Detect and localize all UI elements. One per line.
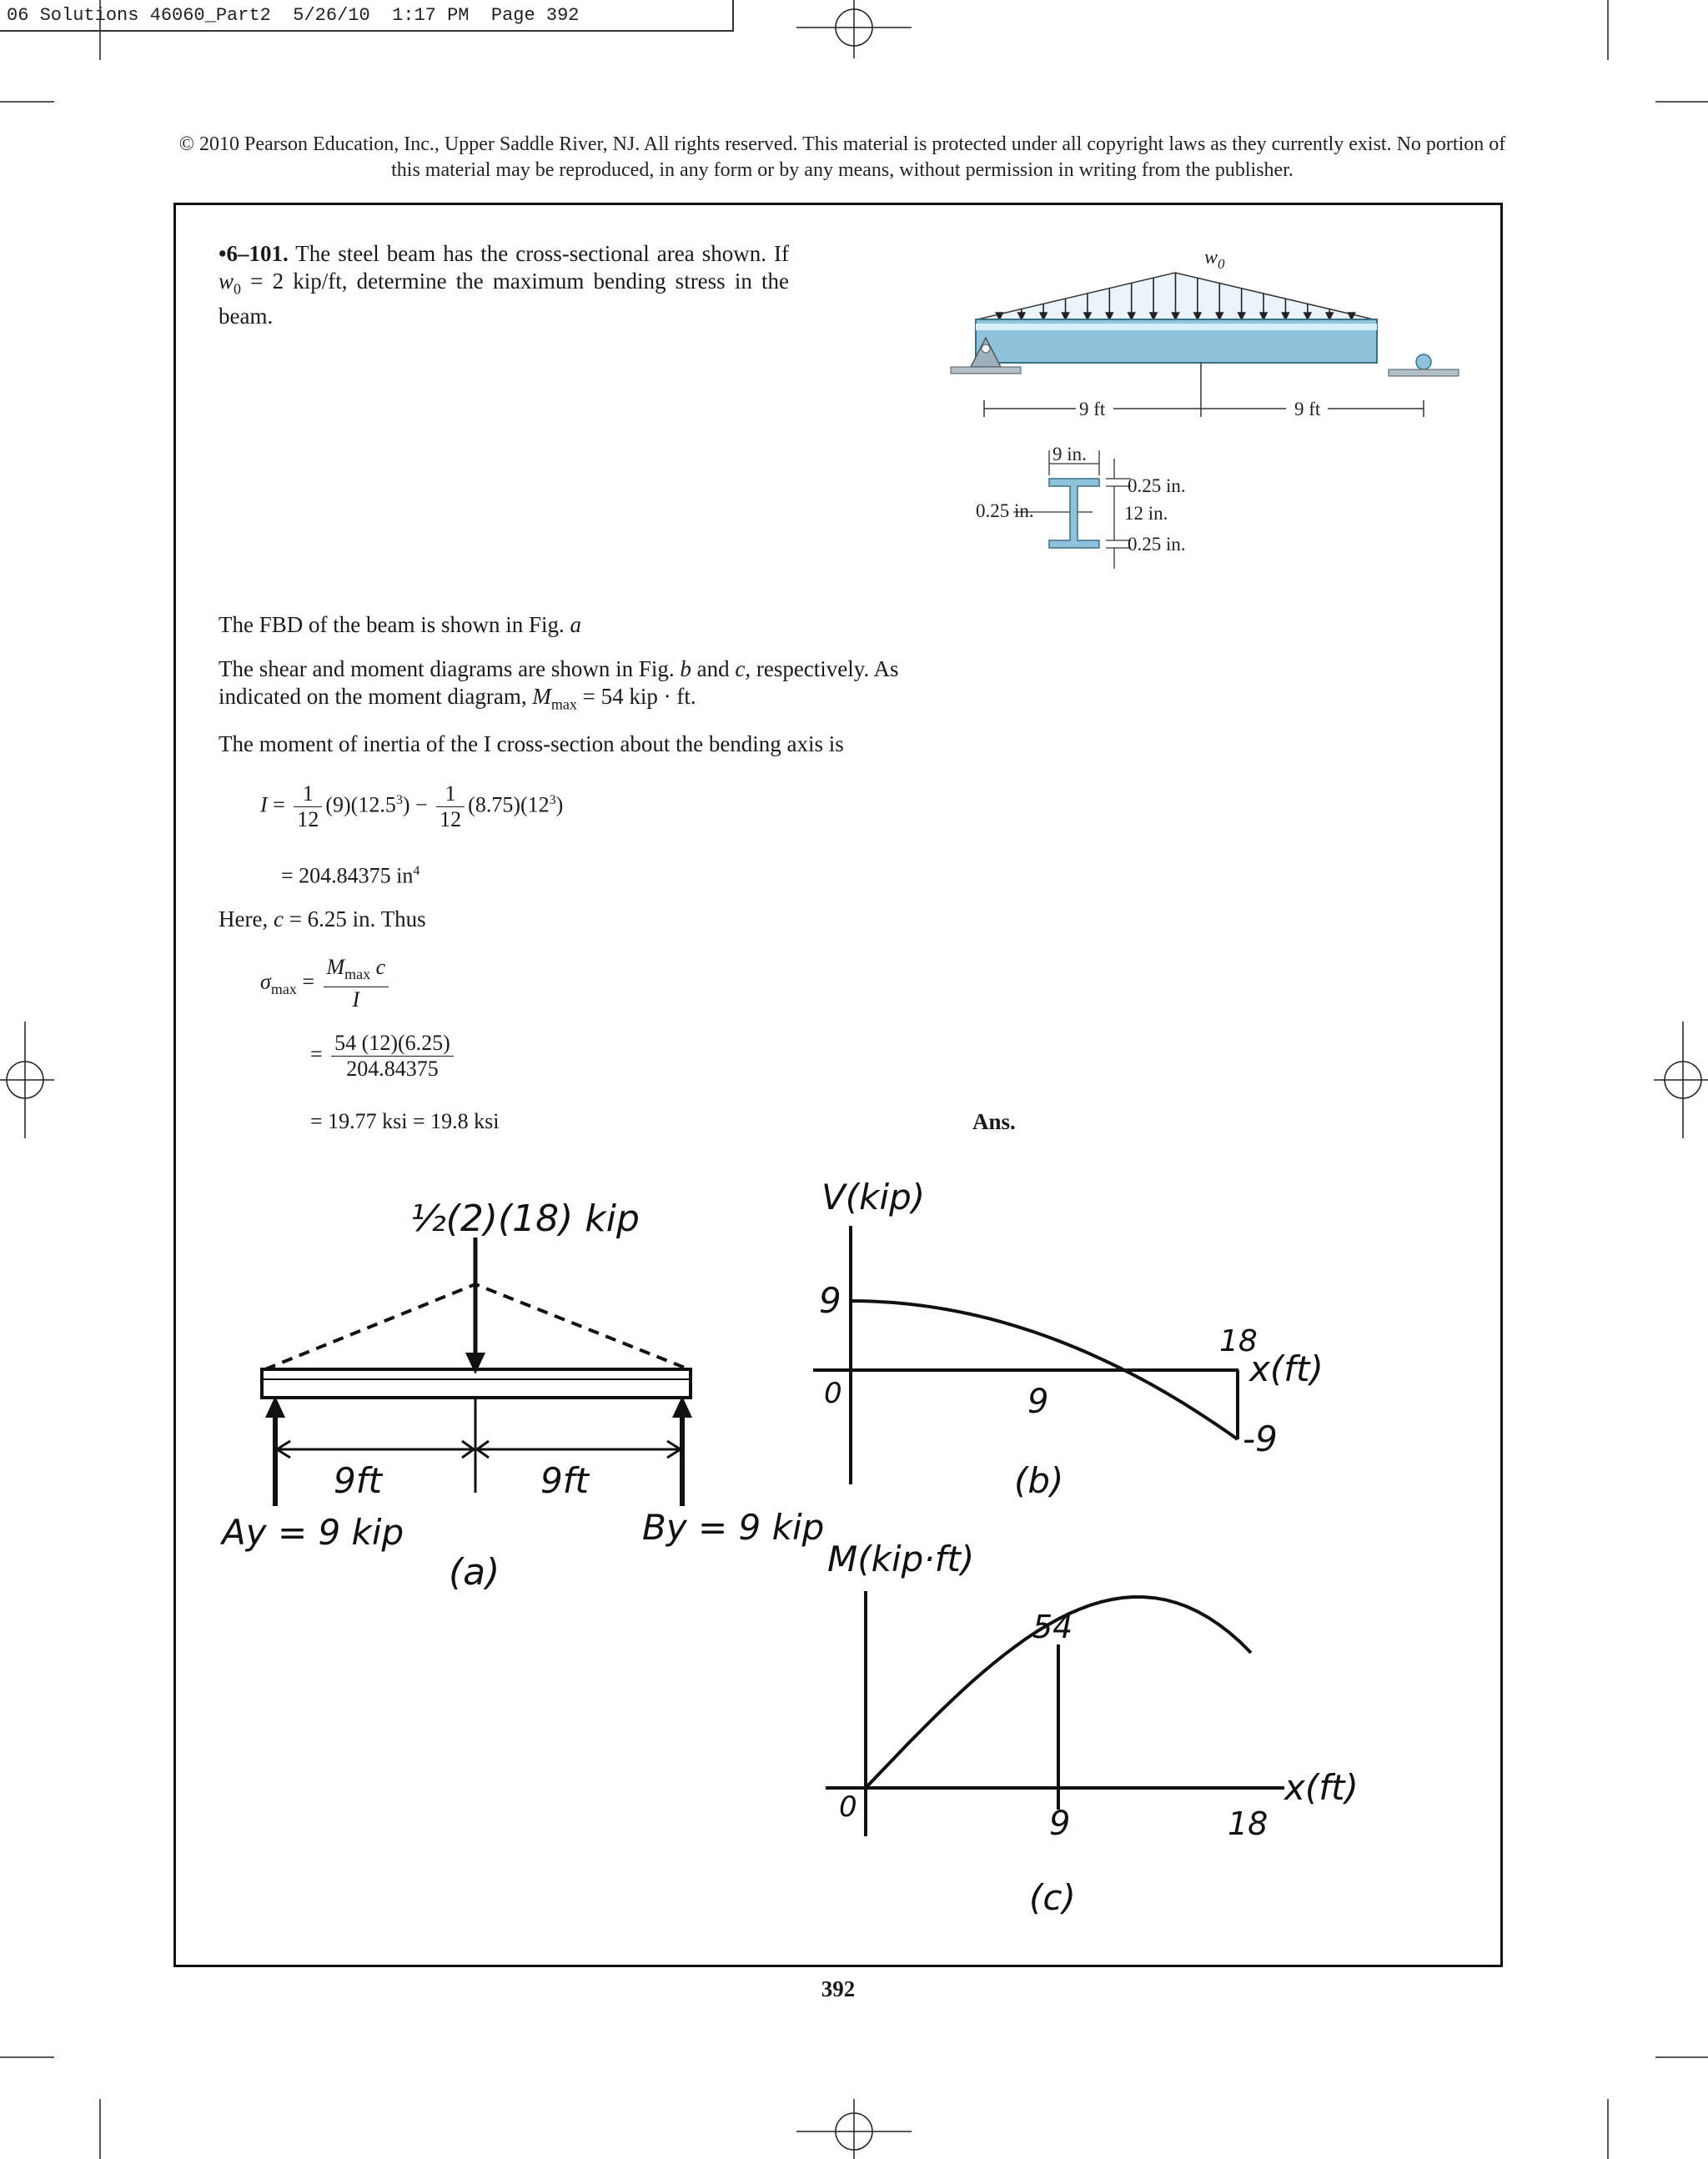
span-right-label: 9 ft xyxy=(1294,399,1321,419)
here-sentence: Here, c = 6.25 in. Thus xyxy=(219,906,426,931)
fig-b-caption: (b) xyxy=(1014,1460,1064,1501)
web-height-label: 12 in. xyxy=(1124,503,1168,524)
span-left-label: 9 ft xyxy=(1079,399,1106,419)
fig-c-caption: (c) xyxy=(1029,1877,1076,1918)
web-thickness-label: 0.25 in. xyxy=(976,500,1034,521)
answer-marker: Ans. xyxy=(972,1109,1016,1134)
moment-origin: 0 xyxy=(839,1790,857,1824)
shear-diagram xyxy=(813,1177,1324,1501)
print-slug: 06 Solutions 46060_Part2 5/26/10 1:17 PM Page 392 xyxy=(0,0,734,32)
reaction-b-label: By = 9 kip xyxy=(642,1507,825,1548)
sigma-equation: $\sigma_{max}$ = $\frac{M_{max} c}{I}$ xyxy=(260,955,392,1012)
moment-y-label: M(kip·ft) xyxy=(827,1539,975,1579)
shear-tick-x18: 18 xyxy=(1219,1324,1258,1358)
page-number: 392 xyxy=(821,1976,856,2001)
problem-statement: •6–101. The steel beam has the cross-sectional area shown. If $w_0 = 2$ kip/ft, determine the maximum bending stress in the beam. xyxy=(219,241,789,329)
sigma-result: = 19.77 ksi = 19.8 ksi xyxy=(310,1109,500,1133)
load-label: $w_0$ xyxy=(1204,247,1225,272)
flange-bottom-label: 0.25 in. xyxy=(1128,534,1186,555)
flange-top-label: 0.25 in. xyxy=(1128,475,1186,496)
dim-left-label: 9ft xyxy=(334,1460,382,1501)
fbd-load-label: ½(2)(18) kip xyxy=(410,1197,640,1240)
moment-diagram xyxy=(826,1539,1359,1918)
copyright-notice: © 2010 Pearson Education, Inc., Upper Saddle River, NJ. All rights reserved. This material is protected under all copyright laws as they currently exist. No portion of this material may be reproduced, in any form or by any means, without permission in writing from the publisher. xyxy=(178,133,1506,181)
reaction-a-label: Ay = 9 kip xyxy=(222,1512,404,1553)
shear-origin: 0 xyxy=(824,1377,842,1410)
section-width-label: 9 in. xyxy=(1052,444,1087,464)
shear-x-label: x(ft) xyxy=(1249,1348,1324,1389)
inertia-result: = 204.84375 $in^4$ xyxy=(281,863,420,888)
shear-tick-neg9: -9 xyxy=(1243,1418,1278,1459)
inertia-equation: I = $\frac{1}{12}$ (9)(12.5$^3$) − $\frac{1}{12}$ $(8.75)(12^3)$ xyxy=(260,781,564,831)
inertia-sentence: The moment of inertia of the I cross-section about the bending axis is xyxy=(219,731,844,756)
sigma-step-2: = $\frac{54 (12)(6.25)}{204.84375}$ xyxy=(310,1031,457,1082)
moment-tick-x9: 9 xyxy=(1049,1805,1071,1843)
dim-right-label: 9ft xyxy=(540,1460,589,1501)
problem-number: •6–101. xyxy=(219,241,289,266)
moment-x-label: x(ft) xyxy=(1284,1767,1359,1808)
fbd-sentence: The FBD of the beam is shown in Fig. a xyxy=(219,612,581,637)
shear-y-label: V(kip) xyxy=(821,1177,926,1218)
fig-a-caption: (a) xyxy=(449,1551,500,1594)
shear-moment-paragraph: The shear and moment diagrams are shown in Fig. b and c, respectively. As indicated on the moment diagram, $M_{max} = 54$ kip · ft. xyxy=(219,656,899,713)
shear-tick-9: 9 xyxy=(819,1280,841,1321)
shear-tick-x9: 9 xyxy=(1027,1383,1049,1421)
moment-tick-x18: 18 xyxy=(1228,1805,1268,1842)
moment-peak-label: 54 xyxy=(1032,1609,1073,1645)
